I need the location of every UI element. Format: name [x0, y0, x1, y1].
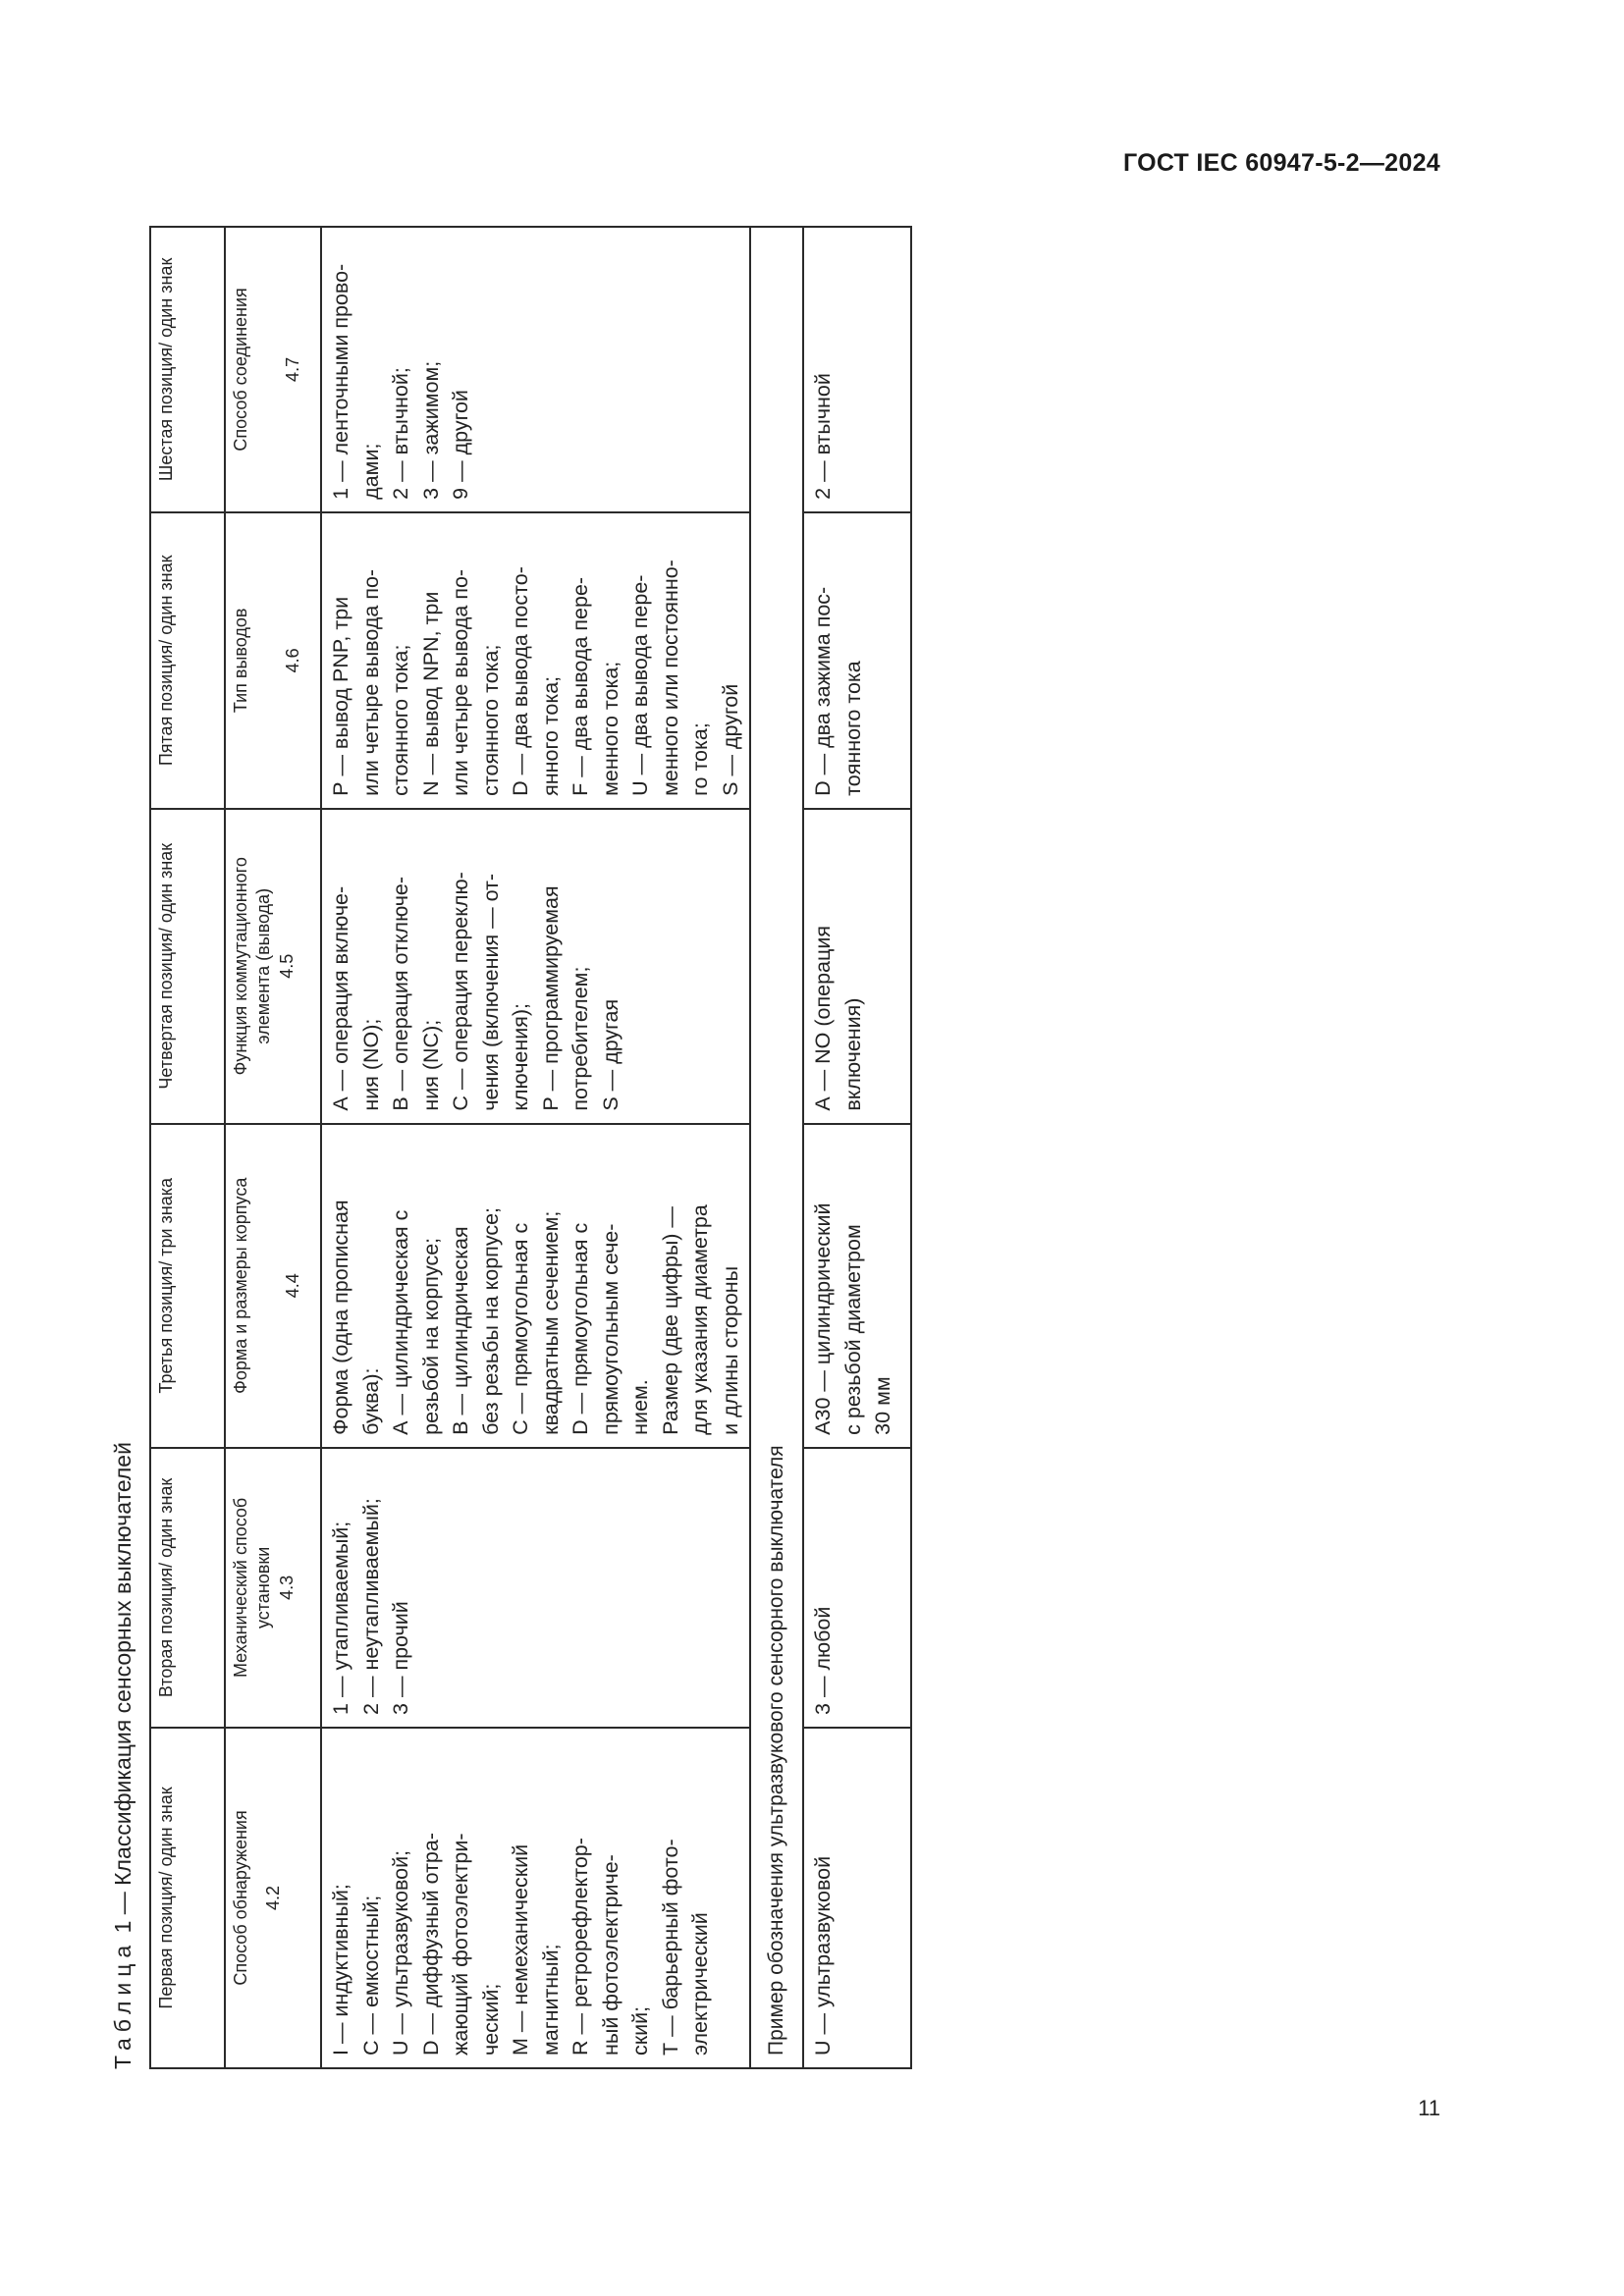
cell-line: стоянного тока;	[389, 644, 413, 796]
cell-line: резьбой на корпусе;	[418, 1237, 443, 1435]
cell-line: прямоугольным сече-	[598, 1223, 623, 1435]
cell-line: В — операция отключе-	[389, 876, 413, 1111]
table-caption-text: 1 — Классификация сенсорных выключателей	[110, 1442, 135, 1940]
cell-line: N — вывод NPN, три	[418, 591, 443, 796]
feature-header-row	[225, 227, 321, 2068]
cell-line: для указания диаметра	[688, 1204, 713, 1435]
feature-cell-3	[225, 1124, 321, 1448]
cell-line: Форма (одна прописная	[329, 1200, 352, 1435]
cell-line: В — цилиндрическая	[449, 1226, 473, 1435]
classification-table	[149, 226, 912, 2069]
cell-line: С — операция переклю-	[449, 872, 473, 1111]
cell-line: А30 — цилиндрический	[811, 1202, 836, 1435]
header-position-6: Шестая позиция/ один знак	[150, 227, 225, 512]
cell-line: I — индуктивный;	[329, 1884, 352, 2056]
feature-cell-6	[225, 227, 321, 512]
table-caption	[98, 226, 147, 2069]
cell-line: электрический	[688, 1912, 713, 2056]
example-cell-4	[803, 809, 911, 1124]
feature-name: Механический способ установки	[231, 1497, 274, 1679]
cell-line: 1 — утапливаемый;	[329, 1521, 352, 1715]
example-title: Пример обозначения ультразвукового сенсорного выключателя	[750, 227, 803, 2068]
cell-line: U — два вывода пере-	[628, 574, 653, 796]
cell-line: чения (включения — от-	[478, 873, 503, 1111]
example-cell-5	[803, 512, 911, 809]
example-cell-6	[803, 227, 911, 512]
cell-line: или четыре вывода по-	[449, 568, 473, 796]
cell-line: S — другой	[718, 683, 742, 796]
cell-line: буква):	[358, 1367, 383, 1435]
cell-line: потребителем;	[568, 966, 593, 1111]
cell-line: А — NO (операция	[811, 926, 836, 1111]
example-cell-3	[803, 1124, 911, 1448]
cell-line: R — ретрорефлектор-	[568, 1838, 593, 2056]
clause-ref: 4.3	[276, 1575, 297, 1600]
cell-line: D — диффузный отра-	[418, 1833, 443, 2056]
cell-line: ный фотоэлектриче-	[598, 1854, 623, 2056]
example-cell-2	[803, 1448, 911, 1728]
cell-line: Размер (две цифры) —	[658, 1206, 682, 1435]
document-id-header: ГОСТ IEC 60947-5-2—2024	[1122, 149, 1440, 177]
values-cell-1	[321, 1728, 750, 2068]
cell-line: F — два вывода пере-	[568, 576, 593, 796]
cell-line: квадратным сечением;	[538, 1210, 563, 1435]
cell-line: А — цилиндрическая с	[389, 1209, 413, 1435]
cell-line: U — ультразвуковой;	[389, 1849, 413, 2056]
cell-line: D — два вывода посто-	[509, 566, 533, 796]
table-caption-prefix: Таблица	[110, 1939, 135, 2069]
cell-line: 2 — неутапливаемый;	[358, 1498, 383, 1715]
position-header-row	[150, 227, 225, 2068]
cell-line: ческий;	[478, 1983, 503, 2056]
cell-line: ния (NC);	[418, 1019, 443, 1111]
cell-line: без резьбы на корпусе;	[478, 1206, 503, 1435]
cell-line: ский;	[628, 2005, 653, 2056]
values-cell-3	[321, 1124, 750, 1448]
clause-ref: 4.4	[283, 1273, 303, 1299]
cell-line: С — прямоугольная с	[509, 1222, 533, 1435]
cell-line: или четыре вывода по-	[358, 568, 383, 796]
example-cell-1	[803, 1728, 911, 2068]
values-cell-5	[321, 512, 750, 809]
feature-name: Тип выводов	[231, 608, 250, 714]
cell-line: и длины стороны	[718, 1265, 742, 1435]
example-row	[803, 227, 911, 2068]
header-position-5: Пятая позиция/ один знак	[150, 512, 225, 809]
values-row	[321, 227, 750, 2068]
cell-line: 9 — другой	[449, 390, 473, 500]
cell-line: D — два зажима пос-	[811, 586, 836, 796]
cell-line: с резьбой диаметром	[840, 1224, 865, 1435]
cell-line: янного тока;	[538, 675, 563, 796]
values-cell-2	[321, 1448, 750, 1728]
cell-line: тоянного тока	[840, 661, 865, 796]
header-position-1: Первая позиция/ один знак	[150, 1728, 225, 2068]
cell-line: 2 — втычной	[811, 373, 836, 500]
values-cell-4	[321, 809, 750, 1124]
cell-line: магнитный;	[538, 1944, 563, 2056]
values-cell-6	[321, 227, 750, 512]
feature-cell-2	[225, 1448, 321, 1728]
header-position-4: Четвертая позиция/ один знак	[150, 809, 225, 1124]
cell-line: 3 — любой	[811, 1606, 836, 1715]
cell-line: ключения);	[509, 1002, 533, 1111]
cell-line: Р — программируемая	[538, 885, 563, 1111]
clause-ref: 4.2	[263, 1885, 284, 1910]
cell-line: стоянного тока;	[478, 644, 503, 796]
cell-line: 30 мм	[871, 1376, 895, 1435]
cell-line: 3 — зажимом;	[418, 360, 443, 500]
cell-line: S — другая	[598, 998, 623, 1111]
cell-line: А — операция включе-	[329, 885, 352, 1111]
cell-line: 3 — прочий	[389, 1601, 413, 1715]
cell-line: включения)	[840, 997, 865, 1111]
feature-name: Функция коммутационного элемента (вывода)	[231, 857, 274, 1076]
page-number: 11	[1418, 2096, 1440, 2120]
cell-line: С — емкостный;	[358, 1895, 383, 2056]
cell-line: U — ультразвуковой	[811, 1855, 836, 2056]
cell-line: 1 — ленточными прово-	[329, 263, 352, 500]
cell-line: менного или постоянно-	[658, 560, 682, 796]
feature-name: Способ обнаружения	[231, 1810, 250, 1986]
cell-line: менного тока;	[598, 661, 623, 796]
cell-line: дами;	[358, 443, 383, 500]
clause-ref: 4.6	[283, 648, 303, 673]
header-position-3: Третья позиция/ три знака	[150, 1124, 225, 1448]
cell-line: 2 — втычной;	[389, 367, 413, 500]
example-title-row	[750, 227, 803, 2068]
feature-name: Способ соединения	[231, 288, 250, 452]
cell-line: нием.	[628, 1379, 653, 1435]
cell-line: Т — барьерный фото-	[658, 1839, 682, 2056]
cell-line: жающий фотоэлектри-	[449, 1833, 473, 2056]
cell-line: D — прямоугольная с	[568, 1222, 593, 1435]
clause-ref: 4.5	[276, 953, 297, 979]
feature-cell-1	[225, 1728, 321, 2068]
feature-cell-4	[225, 809, 321, 1124]
cell-line: М — немеханический	[509, 1843, 533, 2056]
cell-line: го тока;	[688, 722, 713, 796]
clause-ref: 4.7	[283, 356, 303, 382]
feature-cell-5	[225, 512, 321, 809]
cell-line: Р — вывод PNP, три	[329, 596, 352, 796]
rotated-table-region	[98, 226, 947, 2069]
feature-name: Форма и размеры корпуса	[231, 1177, 250, 1394]
header-position-2: Вторая позиция/ один знак	[150, 1448, 225, 1728]
cell-line: ния (NO);	[358, 1018, 383, 1111]
